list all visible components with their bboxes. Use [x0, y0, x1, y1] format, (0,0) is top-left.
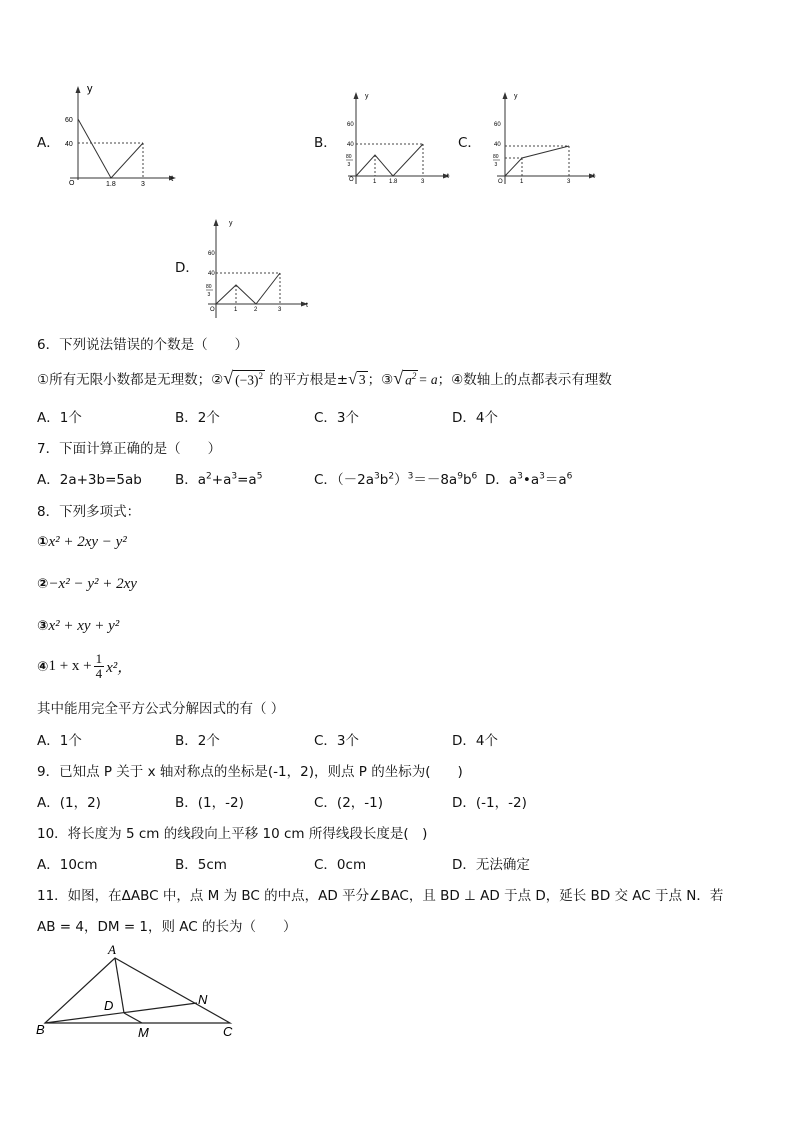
svg-text:1: 1	[373, 179, 377, 185]
svg-text:t: t	[306, 302, 308, 309]
q8-option-a[interactable]: A．1个	[37, 733, 82, 749]
q8-option-c[interactable]: C．3个	[314, 733, 360, 749]
origin-label: O	[69, 180, 75, 187]
svg-text:40: 40	[208, 271, 215, 277]
q6-option-d[interactable]: D．4个	[452, 410, 498, 426]
q8-conclusion: 其中能用完全平方公式分解因式的有（ ）	[37, 701, 285, 717]
q7-option-c[interactable]: C．$(-2a^3b^2)^3=-8a^9b^6$	[314, 471, 478, 488]
option-a-label: A．	[37, 135, 60, 151]
q8-option-b[interactable]: B．2个	[175, 733, 220, 749]
t-label: t	[171, 174, 174, 183]
graph-a	[60, 82, 185, 192]
svg-text:80: 80	[493, 154, 499, 160]
graph-d	[198, 214, 323, 322]
series-line	[78, 119, 143, 178]
tick-60: 60	[65, 117, 73, 124]
svg-text:t: t	[447, 173, 449, 180]
segment-bn	[45, 1003, 197, 1023]
q11-stem-line2: AB = 4，DM = 1，则 AC 的长为（ ）	[37, 919, 297, 935]
svg-text:2: 2	[254, 307, 258, 313]
svg-text:y: y	[365, 93, 369, 100]
q8-item-1: ①x² + 2xy − y²	[37, 534, 127, 550]
svg-text:1: 1	[234, 307, 238, 313]
svg-text:O: O	[210, 307, 215, 313]
svg-text:3: 3	[347, 162, 351, 168]
point-a: A	[108, 942, 116, 957]
svg-text:O: O	[498, 179, 503, 185]
q7-option-d[interactable]: D．$a^3•a^3=a^6$	[485, 471, 573, 488]
svg-text:60: 60	[347, 122, 354, 128]
q9-option-a[interactable]: A．(1，2)	[37, 795, 101, 811]
tick-40: 40	[65, 141, 73, 148]
svg-text:80: 80	[346, 154, 352, 160]
point-c: C	[223, 1024, 233, 1039]
point-b: B	[36, 1022, 45, 1037]
y-arrow	[76, 86, 81, 93]
graph-c	[482, 88, 607, 188]
point-n: N	[198, 992, 208, 1007]
graph-b	[338, 88, 463, 188]
q9-option-c[interactable]: C．(2，-1)	[314, 795, 384, 811]
svg-text:3: 3	[494, 162, 498, 168]
q7-option-a[interactable]: A．2a+3b=5ab	[37, 472, 142, 488]
svg-text:3: 3	[421, 179, 425, 185]
svg-text:y: y	[514, 93, 518, 100]
q6-option-a[interactable]: A．1个	[37, 410, 82, 426]
svg-text:60: 60	[494, 122, 501, 128]
point-m: M	[138, 1025, 149, 1040]
point-d: D	[104, 998, 114, 1013]
q10-option-d[interactable]: D．无法确定	[452, 857, 530, 873]
q7-option-b[interactable]: B．$a^2+a^3=a^5$	[175, 471, 263, 488]
q9-option-d[interactable]: D．(-1，-2)	[452, 795, 527, 811]
segment-ad	[115, 958, 124, 1013]
svg-text:O: O	[349, 177, 354, 183]
q7-stem: 7．下面计算正确的是（ ）	[37, 441, 222, 457]
q6-statements: ①所有无限小数都是无理数；②√ $(-3)^2$ 的平方根是±√ 3 ；③√ $a^2 = a$；④数轴上的点都表示有理数	[37, 368, 612, 388]
triangle-abc	[45, 958, 230, 1023]
svg-text:y: y	[229, 220, 233, 227]
option-b-label: B．	[314, 135, 337, 151]
tick-1.8: 1.8	[106, 181, 116, 188]
svg-text:3: 3	[278, 307, 282, 313]
svg-text:1.8: 1.8	[389, 179, 398, 185]
triangle-figure	[30, 938, 250, 1048]
q10-option-c[interactable]: C．0cm	[314, 857, 367, 873]
svg-text:1: 1	[520, 179, 524, 185]
q9-option-b[interactable]: B．(1，-2)	[175, 795, 244, 811]
svg-text:3: 3	[207, 292, 211, 298]
option-c-label: C．	[458, 135, 481, 151]
tick-3: 3	[141, 181, 145, 188]
q6-option-b[interactable]: B．2个	[175, 410, 220, 426]
y-label: y	[87, 83, 93, 95]
q8-option-d[interactable]: D．4个	[452, 733, 498, 749]
svg-text:40: 40	[494, 142, 501, 148]
q10-stem: 10．将长度为 5 cm 的线段向上平移 10 cm 所得线段长度是( )	[37, 826, 428, 842]
q10-option-b[interactable]: B．5cm	[175, 857, 227, 873]
q11-stem-line1: 11．如图，在ΔABC 中，点 M 为 BC 的中点，AD 平分∠BAC，且 BD ⊥ AD 于点 D，延长 BD 交 AC 于点 N．若	[37, 888, 724, 904]
q8-item-4: ④ 1 + x + $\frac{1}{4}$ x²，	[37, 651, 133, 681]
q6-stem: 6．下列说法错误的个数是（ ）	[37, 337, 249, 353]
q8-stem: 8．下列多项式：	[37, 504, 141, 520]
svg-text:3: 3	[567, 179, 571, 185]
option-d-label: D．	[175, 260, 199, 276]
q8-item-2: ②−x² − y² + 2xy	[37, 576, 137, 592]
q10-option-a[interactable]: A．10cm	[37, 857, 98, 873]
svg-text:t: t	[593, 173, 595, 180]
segment-dm	[124, 1013, 142, 1023]
q8-item-3: ③x² + xy + y²	[37, 618, 120, 634]
q9-stem: 9．已知点 P 关于 x 轴对称点的坐标是(-1，2)，则点 P 的坐标为( )	[37, 764, 463, 780]
svg-text:60: 60	[208, 251, 215, 257]
svg-text:80: 80	[206, 284, 212, 290]
svg-text:40: 40	[347, 142, 354, 148]
q6-option-c[interactable]: C．3个	[314, 410, 360, 426]
